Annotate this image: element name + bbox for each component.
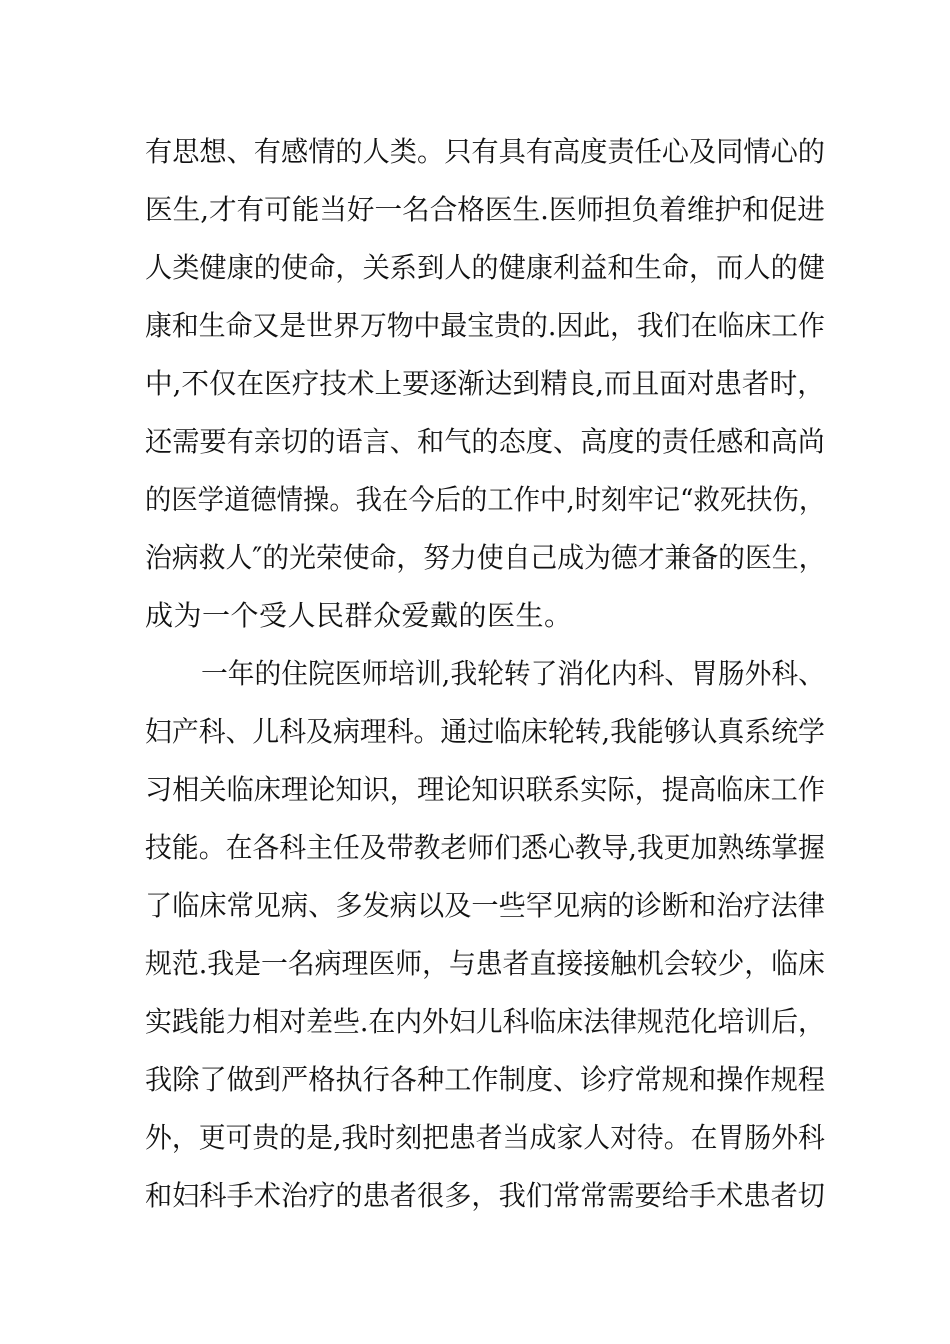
text-line: 中,不仅在医疗技术上要逐渐达到精良,而且面对患者时， bbox=[145, 367, 825, 400]
text-line: 规范.我是一名病理医师，与患者直接接触机会较少，临床 bbox=[145, 947, 825, 980]
text-line: 的医学道德情操。我在今后的工作中,时刻牢记“救死扶伤， bbox=[145, 483, 826, 516]
text-line: 成为一个受人民群众爱戴的医生。 bbox=[145, 599, 573, 632]
text-line: 康和生命又是世界万物中最宝贵的.因此，我们在临床工作 bbox=[145, 309, 825, 342]
text-line: 了临床常见病、多发病以及一些罕见病的诊断和治疗法律 bbox=[145, 889, 825, 922]
text-line: 医生,才有可能当好一名合格医生.医师担负着维护和促进 bbox=[145, 193, 825, 226]
text-line: 妇产科、儿科及病理科。通过临床轮转,我能够认真系统学 bbox=[145, 715, 825, 748]
text-line: 习相关临床理论知识，理论知识联系实际，提高临床工作 bbox=[145, 773, 825, 806]
text-line: 外，更可贵的是,我时刻把患者当成家人对待。在胃肠外科 bbox=[145, 1121, 825, 1154]
text-line: 有思想、有感情的人类。只有具有高度责任心及同情心的 bbox=[145, 135, 825, 168]
text-line: 我除了做到严格执行各种工作制度、诊疗常规和操作规程 bbox=[145, 1063, 825, 1096]
text-line: 一年的住院医师培训,我轮转了消化内科、胃肠外科、 bbox=[201, 657, 825, 690]
text-line: 治病救人″的光荣使命，努力使自己成为德才兼备的医生， bbox=[145, 541, 826, 574]
text-line: 实践能力相对差些.在内外妇儿科临床法律规范化培训后， bbox=[145, 1005, 825, 1038]
text-line: 技能。在各科主任及带教老师们悉心教导,我更加熟练掌握 bbox=[145, 831, 825, 864]
text-line: 人类健康的使命，关系到人的健康利益和生命，而人的健 bbox=[145, 251, 825, 284]
text-line: 还需要有亲切的语言、和气的态度、高度的责任感和高尚 bbox=[145, 425, 825, 458]
text-line: 和妇科手术治疗的患者很多，我们常常需要给手术患者切 bbox=[145, 1179, 825, 1212]
